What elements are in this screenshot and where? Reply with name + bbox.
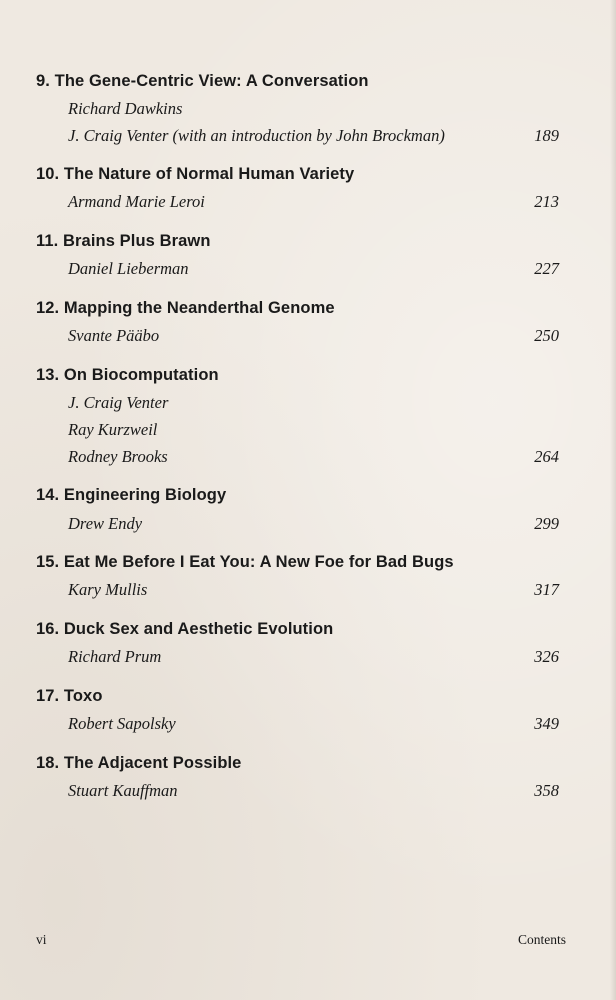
chapter-author: Stuart Kauffman — [68, 781, 178, 800]
chapter-author: Kary Mullis — [68, 580, 148, 599]
page-number: 349 — [534, 714, 559, 733]
page-number: 358 — [534, 781, 559, 800]
chapter-author: Rodney Brooks — [68, 447, 168, 466]
chapter-author: Robert Sapolsky — [68, 714, 176, 733]
chapter-author: Svante Pääbo — [68, 326, 160, 345]
chapter-author: Richard Dawkins — [68, 99, 183, 118]
folio-page-number: vi — [36, 932, 47, 947]
chapter-title: 16. Duck Sex and Aesthetic Evolution — [36, 620, 334, 638]
page-number: 264 — [534, 447, 559, 466]
chapter-title: 14. Engineering Biology — [36, 486, 227, 504]
page-number: 227 — [534, 259, 559, 278]
chapter-author: Armand Marie Leroi — [68, 192, 205, 211]
chapter-title: 9. The Gene-Centric View: A Conversation — [36, 72, 369, 90]
chapter-title: 12. Mapping the Neanderthal Genome — [36, 299, 335, 317]
page-edge-shadow — [610, 0, 616, 1000]
chapter-title: 15. Eat Me Before I Eat You: A New Foe for Bad Bugs — [36, 553, 454, 571]
page-number: 250 — [534, 326, 559, 345]
running-head: Contents — [517, 932, 566, 947]
chapter-author: Ray Kurzweil — [68, 420, 158, 439]
page-number: 326 — [534, 647, 559, 666]
chapter-title: 10. The Nature of Normal Human Variety — [36, 165, 355, 183]
chapter-author: J. Craig Venter — [68, 393, 169, 412]
page-number: 189 — [534, 126, 559, 145]
page-number: 213 — [534, 192, 559, 211]
page-number: 299 — [534, 514, 559, 533]
chapter-title: 13. On Biocomputation — [36, 366, 219, 384]
chapter-author: Daniel Lieberman — [68, 259, 189, 278]
chapter-author: J. Craig Venter (with an introduction by John Brockman) — [68, 126, 445, 145]
chapter-title: 11. Brains Plus Brawn — [36, 232, 211, 250]
chapter-author: Richard Prum — [68, 647, 162, 666]
page-number: 317 — [534, 580, 559, 599]
chapter-title: 18. The Adjacent Possible — [36, 754, 242, 772]
chapter-author: Drew Endy — [68, 514, 143, 533]
chapter-title: 17. Toxo — [36, 687, 103, 705]
